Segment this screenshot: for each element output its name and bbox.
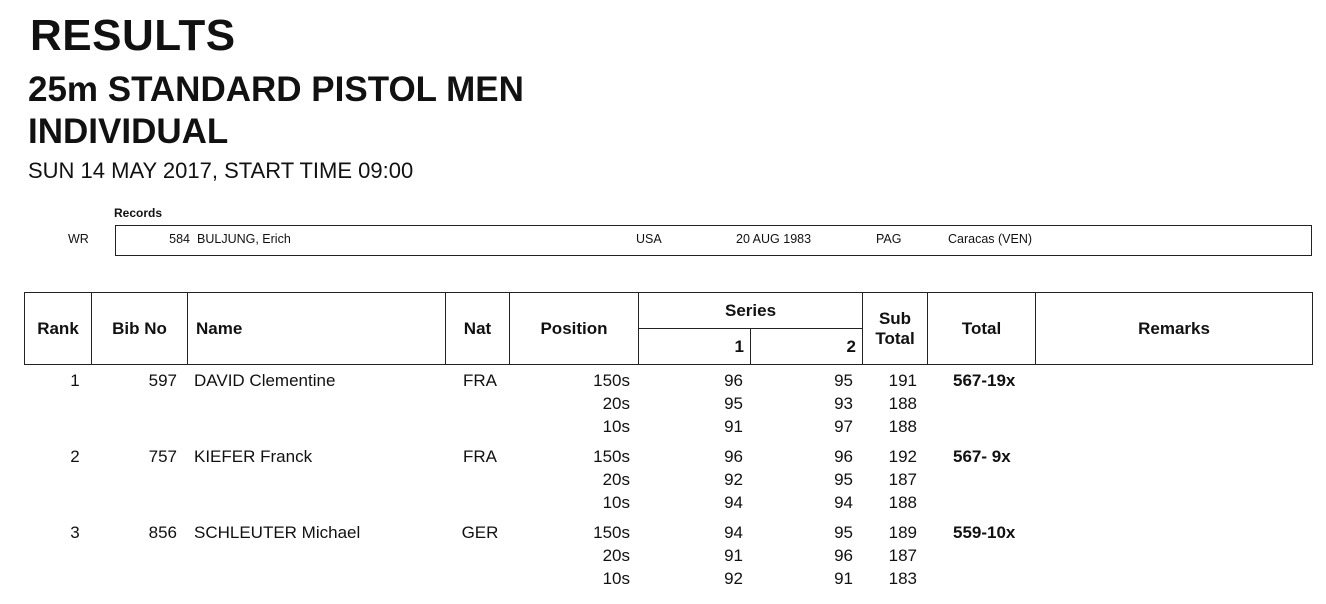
event-title: 25m STANDARD PISTOL MEN	[28, 70, 524, 109]
records-box	[115, 225, 1312, 256]
athlete-name-cell: KIEFER Franck	[194, 447, 313, 466]
record-nat: USA	[636, 232, 662, 246]
series-1-cell: 91	[724, 546, 743, 565]
record-type: WR	[68, 232, 89, 246]
subtotal-cell: 187	[888, 546, 917, 565]
subtotal-cell: 189	[888, 523, 917, 542]
total-cell: 567- 9x	[953, 447, 1011, 466]
col-header-position: Position	[510, 293, 639, 365]
subtotal-cell: 191	[888, 371, 917, 390]
series-1-cell: 94	[724, 523, 743, 542]
series-2-cell: 95	[834, 371, 853, 390]
position-cell: 150s	[593, 523, 630, 542]
series-2-cell: 91	[834, 569, 853, 588]
subtotal-cell: 188	[888, 493, 917, 512]
record-event: PAG	[876, 232, 902, 246]
total-cell: 567-19x	[953, 371, 1016, 390]
position-cell: 150s	[593, 447, 630, 466]
subtotal-cell: 192	[888, 447, 917, 466]
subtotal-cell: 187	[888, 470, 917, 489]
nat-cell: GER	[461, 523, 499, 542]
rank-cell: 1	[70, 371, 80, 390]
series-1-cell: 94	[724, 493, 743, 512]
rank-cell: 2	[70, 447, 80, 466]
position-cell: 20s	[602, 546, 630, 565]
rank-cell: 3	[70, 523, 80, 542]
record-date: 20 AUG 1983	[736, 232, 812, 246]
bib-cell: 757	[148, 447, 177, 466]
col-header-bib: Bib No	[92, 293, 188, 365]
position-cell: 10s	[602, 569, 630, 588]
subtotal-cell: 188	[888, 417, 917, 436]
event-datetime: SUN 14 MAY 2017, START TIME 09:00	[28, 158, 414, 183]
col-header-name: Name	[188, 293, 446, 365]
position-cell: 20s	[602, 394, 630, 413]
col-header-total: Total	[928, 293, 1036, 365]
col-header-subtotal: Sub Total	[863, 293, 928, 365]
col-header-remarks: Remarks	[1036, 293, 1313, 365]
subtotal-cell: 188	[888, 394, 917, 413]
position-cell: 150s	[593, 371, 630, 390]
series-1-cell: 96	[724, 447, 743, 466]
series-1-cell: 95	[724, 394, 743, 413]
event-subtitle: INDIVIDUAL	[28, 112, 229, 151]
series-2-cell: 96	[834, 546, 853, 565]
nat-cell: FRA	[463, 447, 497, 466]
col-header-series-1: 1	[639, 329, 751, 365]
series-1-cell: 92	[724, 569, 743, 588]
record-holder: BULJUNG, Erich	[197, 232, 291, 246]
athlete-name-cell: SCHLEUTER Michael	[194, 523, 361, 542]
records-label: Records	[114, 206, 163, 220]
position-cell: 10s	[602, 493, 630, 512]
series-2-cell: 96	[834, 447, 853, 466]
record-place: Caracas (VEN)	[948, 232, 1033, 246]
series-2-cell: 97	[834, 417, 853, 436]
col-header-rank: Rank	[25, 293, 92, 365]
series-1-cell: 91	[724, 417, 743, 436]
series-2-cell: 95	[834, 523, 853, 542]
bib-cell: 597	[148, 371, 177, 390]
series-2-cell: 94	[834, 493, 853, 512]
position-cell: 10s	[602, 417, 630, 436]
col-header-nat: Nat	[446, 293, 510, 365]
series-2-cell: 93	[834, 394, 853, 413]
bib-cell: 856	[148, 523, 177, 542]
total-cell: 559-10x	[953, 523, 1016, 542]
position-cell: 20s	[602, 470, 630, 489]
series-2-cell: 95	[834, 470, 853, 489]
results-table-header	[24, 292, 1313, 365]
col-header-series-2: 2	[751, 329, 863, 365]
series-1-cell: 96	[724, 371, 743, 390]
athlete-name-cell: DAVID Clementine	[194, 371, 336, 390]
subtotal-cell: 183	[888, 569, 917, 588]
title-results: RESULTS	[30, 11, 236, 60]
col-header-series: Series	[639, 293, 863, 329]
nat-cell: FRA	[463, 371, 497, 390]
series-1-cell: 92	[724, 470, 743, 489]
record-score: 584	[169, 232, 190, 246]
